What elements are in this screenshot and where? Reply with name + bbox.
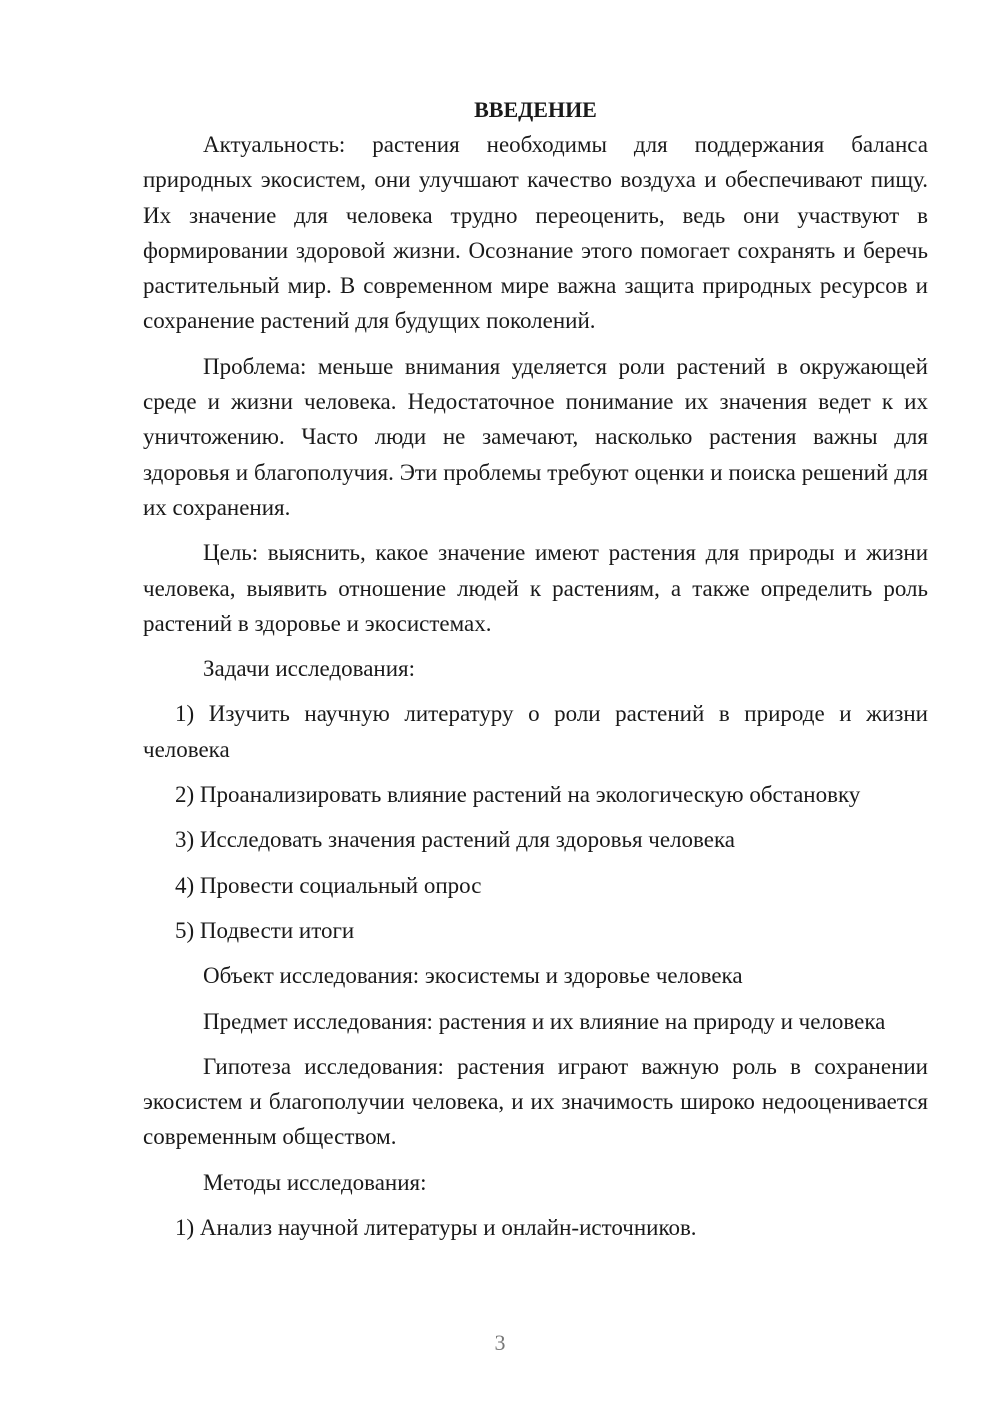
task-item-2: 2) Проанализировать влияние растений на экологическую обстановку bbox=[175, 782, 861, 808]
paragraph-object: Объект исследования: экосистемы и здоровье человека bbox=[203, 963, 743, 989]
paragraph-subject: Предмет исследования: растения и их влияние на природу и человека bbox=[203, 1008, 886, 1034]
paragraph-relevance: Актуальность: растения необходимы для поддержания баланса природных экосистем, они улучшают качество воздуха и обеспечивают пищу. Их значение для человека трудно переоценить, ведь они участвуют в формировании здоровой жизни. Осознание этого помогает сохранять и беречь растительный мир. В современном мире важна защита природных ресурсов и сохранение растений для будущих поколений. bbox=[143, 132, 928, 334]
task-item-5: 5) Подвести итоги bbox=[175, 917, 355, 943]
section-title: ВВЕДЕНИЕ bbox=[474, 97, 597, 122]
page-number: 3 bbox=[494, 1330, 506, 1355]
paragraph-goal: Цель: выяснить, какое значение имеют растения для природы и жизни человека, выявить отношение людей к растениям, а также определить роль растений в здоровье и экосистемах. bbox=[143, 540, 928, 636]
methods-heading: Методы исследования: bbox=[203, 1169, 427, 1195]
tasks-heading: Задачи исследования: bbox=[203, 656, 416, 682]
method-item-1: 1) Анализ научной литературы и онлайн-источников. bbox=[175, 1215, 697, 1241]
task-item-4: 4) Провести социальный опрос bbox=[175, 872, 482, 898]
document-page bbox=[143, 92, 928, 1245]
paragraph-problem: Проблема: меньше внимания уделяется роли растений в окружающей среде и жизни человека. Недостаточное понимание их значения ведет к их уничтожению. Часто люди не замечают, насколько растения важны для здоровья и благополучия. Эти проблемы требуют оценки и поиска решений для их сохранения. bbox=[143, 353, 928, 520]
paragraph-hypothesis: Гипотеза исследования: растения играют важную роль в сохранении экосистем и благополучии человека, и их значимость широко недооценивается современным обществом. bbox=[143, 1053, 928, 1150]
task-item-1: 1) Изучить научную литературу о роли растений в природе и жизни человека bbox=[143, 701, 928, 762]
task-item-3: 3) Исследовать значения растений для здоровья человека bbox=[175, 827, 736, 853]
